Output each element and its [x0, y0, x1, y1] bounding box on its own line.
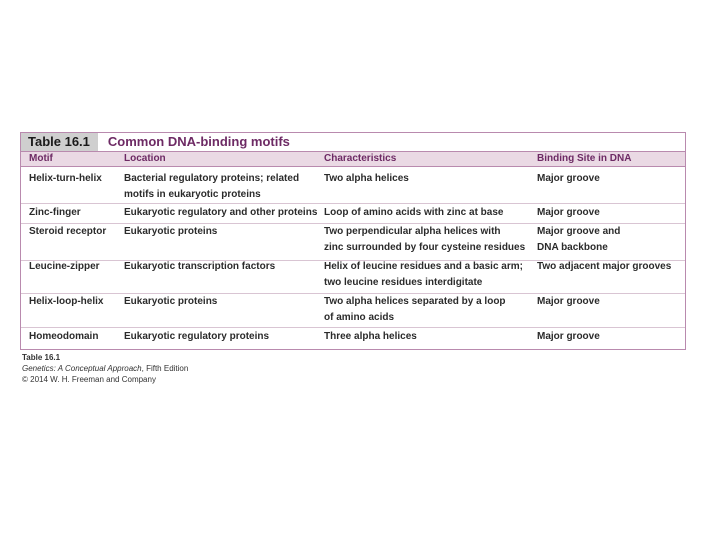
source-caption	[22, 352, 188, 385]
table-row	[21, 167, 685, 204]
cell-motif: Homeodomain	[29, 331, 99, 342]
table-row	[21, 328, 685, 349]
cell-motif: Helix-loop-helix	[29, 296, 104, 307]
cell-location: Eukaryotic proteins	[124, 296, 218, 307]
cell-binding-site: Major groove	[537, 296, 600, 307]
table-title-bar	[21, 133, 685, 151]
cell-binding-site: Major groove and DNA backbone	[537, 226, 621, 253]
cell-characteristics: Loop of amino acids with zinc at base	[324, 207, 504, 218]
cell-characteristics: Helix of leucine residues and a basic arm; two leucine residues interdigitate	[324, 261, 523, 288]
caption-book-title: Genetics: A Conceptual Approach	[22, 364, 142, 373]
header-location: Location	[124, 153, 166, 164]
caption-edition: , Fifth Edition	[141, 364, 189, 373]
header-characteristics: Characteristics	[324, 153, 397, 164]
cell-characteristics: Two perpendicular alpha helices with zinc surrounded by four cysteine residues	[324, 226, 526, 253]
table-title: Common DNA-binding motifs	[107, 134, 290, 149]
caption-book-line	[22, 363, 188, 374]
table-row	[21, 204, 685, 224]
table-row	[21, 261, 685, 294]
cell-motif: Steroid receptor	[29, 226, 107, 237]
cell-characteristics: Three alpha helices	[324, 331, 417, 342]
caption-table-label: Table 16.1	[22, 353, 61, 362]
table-number-label: Table 16.1	[21, 133, 98, 151]
cell-location: Eukaryotic regulatory proteins	[124, 331, 270, 342]
cell-location: Eukaryotic transcription factors	[124, 261, 276, 272]
cell-location: Eukaryotic proteins	[124, 226, 218, 237]
cell-motif: Zinc-finger	[29, 207, 81, 218]
table-header-row	[21, 152, 685, 167]
header-binding-site: Binding Site in DNA	[537, 153, 632, 164]
cell-characteristics: Two alpha helices	[324, 173, 409, 184]
table-row	[21, 224, 685, 261]
cell-motif: Leucine-zipper	[29, 261, 100, 272]
caption-copyright: © 2014 W. H. Freeman and Company	[22, 375, 156, 384]
table-row	[21, 294, 685, 328]
cell-binding-site: Major groove	[537, 207, 600, 218]
cell-binding-site: Major groove	[537, 173, 600, 184]
cell-characteristics: Two alpha helices separated by a loop of amino acids	[324, 296, 506, 323]
cell-binding-site: Major groove	[537, 331, 600, 342]
cell-location: Bacterial regulatory proteins; related motifs in eukaryotic proteins	[124, 173, 300, 200]
dna-motif-table	[20, 132, 686, 350]
cell-motif: Helix-turn-helix	[29, 173, 102, 184]
cell-location: Eukaryotic regulatory and other proteins	[124, 207, 318, 218]
header-motif: Motif	[29, 153, 53, 164]
cell-binding-site: Two adjacent major grooves	[537, 261, 672, 272]
